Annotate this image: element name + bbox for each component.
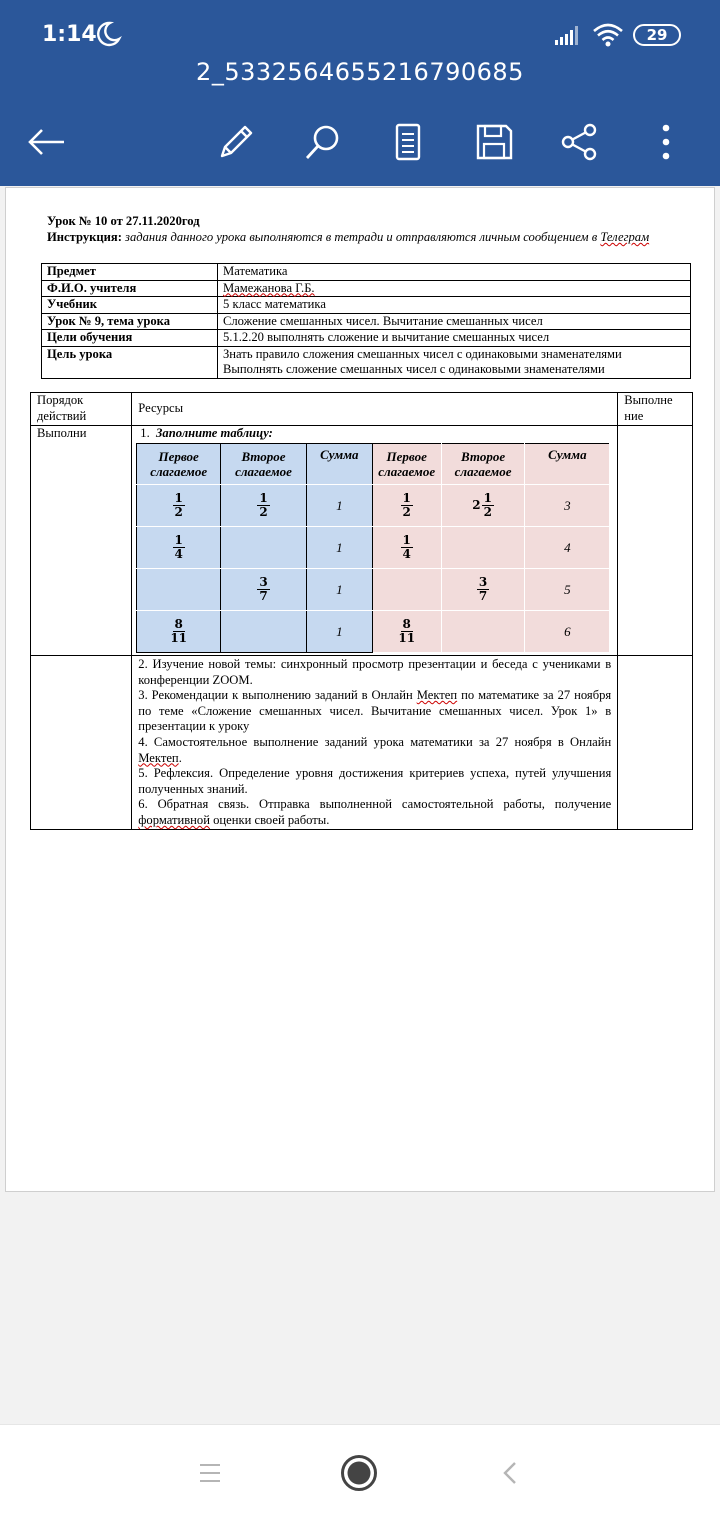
fill-in-table [136,443,610,653]
info-row: Цель урока Знать правило сложения смешанных чисел с одинаковыми знаменателями Выполнять сложение смешанных чисел с одинаковыми знаменателями [42,346,691,378]
status-time: 1:14 [42,22,97,47]
header-done: Выполне ние [618,393,693,426]
info-row: Учебник 5 класс математика [42,297,691,314]
lesson-heading: Урок № 10 от 27.11.2020год [47,214,200,228]
fraction: $\frac{1}{2}$ [174,491,183,519]
info-row: Ф.И.О. учителя Мамежанова Г.Б. [42,280,691,297]
fraction: $\frac{1}{2}$ [259,491,268,519]
fill-row: $\frac{8}{11}$ 1 $\frac{8}{11}$ 6 [137,611,610,653]
plan-row-steps [31,656,693,830]
app-bar [0,0,720,186]
info-row: Предмет Математика [42,264,691,281]
edit-pencil-icon[interactable] [212,118,260,166]
step-4: 4. Самостоятельное выполнение заданий урока математики за 27 ноября в Онлайн Мектеп. [138,734,612,765]
moon-icon [96,20,122,53]
fraction: $\frac{1}{4}$ [402,533,411,561]
fraction: $\frac{1}{4}$ [174,533,183,561]
step-6: 6. Обратная связь. Отправка выполненной самостоятельной работы, получение формативной оценки своей работы. [138,797,612,827]
save-icon[interactable] [470,118,518,166]
wifi-icon [592,22,624,53]
plan-row-task1 [31,426,693,656]
home-icon[interactable] [339,1453,379,1493]
row-label: Выполни [31,426,132,656]
document-page[interactable] [5,187,715,1192]
info-row: Цели обучения 5.1.2.20 выполнять сложение и вычитание смешанных чисел [42,330,691,347]
fraction: $\frac{8}{11}$ [170,617,188,645]
fill-header-row: Первое слагаемое Второе слагаемое Сумма Первое слагаемое Второе слагаемое Сумма [137,444,610,485]
instruction-label: Инструкция: [47,230,122,244]
fraction: $\frac{1}{2}$ [402,491,411,519]
info-row: Урок № 9, тема урока Сложение смешанных чисел. Вычитание смешанных чисел [42,313,691,330]
step-5: 5. Рефлексия. Определение уровня достижения критериев успеха, путей улучшения полученных знаний. [138,766,612,796]
fill-row: $\frac{1}{4}$ 1 $\frac{1}{4}$ 4 [137,527,610,569]
back-arrow-icon[interactable] [22,118,70,166]
signal-icon [554,24,584,51]
lesson-info-table [41,263,691,379]
fraction: $\frac{1}{2}$ [483,491,492,519]
share-icon[interactable] [555,118,603,166]
fill-row: $\frac{1}{2}$ $\frac{1}{2}$ 1 $\frac{1}{2}$ 2 $\frac{1}{2}$ 3 [137,485,610,527]
fraction: $\frac{3}{7}$ [478,575,488,603]
lesson-plan-table [30,392,693,830]
system-nav-bar [0,1424,720,1520]
header-resources: Ресурсы [132,393,618,426]
battery-indicator: 29 [633,24,681,46]
instruction-line [47,229,687,259]
more-vertical-icon[interactable] [642,118,690,166]
task1-heading: 1. Заполните таблицу: [140,426,273,440]
instruction-text: задания данного урока выполняются в тетради и отправляются личным сообщением в [121,230,601,244]
header-order: Порядок действий [31,393,132,426]
document-title: 2_5332564655216790685 [196,58,524,86]
instruction-word: Телеграм [600,230,650,244]
plan-header-row [31,393,693,426]
fraction: $\frac{8}{11}$ [398,617,416,645]
back-icon[interactable] [490,1453,530,1493]
step-3: 3. Рекомендации к выполнению заданий в Онлайн Мектеп по математике за 27 ноября по теме «Сложение смешанных чисел. Вычитание смешанных чисел. Урок 1» в презентации к уроку [138,688,612,734]
mobile-view-icon[interactable] [384,118,432,166]
menu-icon[interactable] [190,1453,230,1493]
fraction: $\frac{3}{7}$ [259,575,268,603]
step-2: 2. Изучение новой темы: синхронный просмотр презентации и беседа с учениками в конференции ZOOM. [138,657,612,687]
fill-row: $\frac{3}{7}$ 1 $\frac{3}{7}$ 5 [137,569,610,611]
search-icon[interactable] [299,118,347,166]
steps-list [132,656,618,830]
